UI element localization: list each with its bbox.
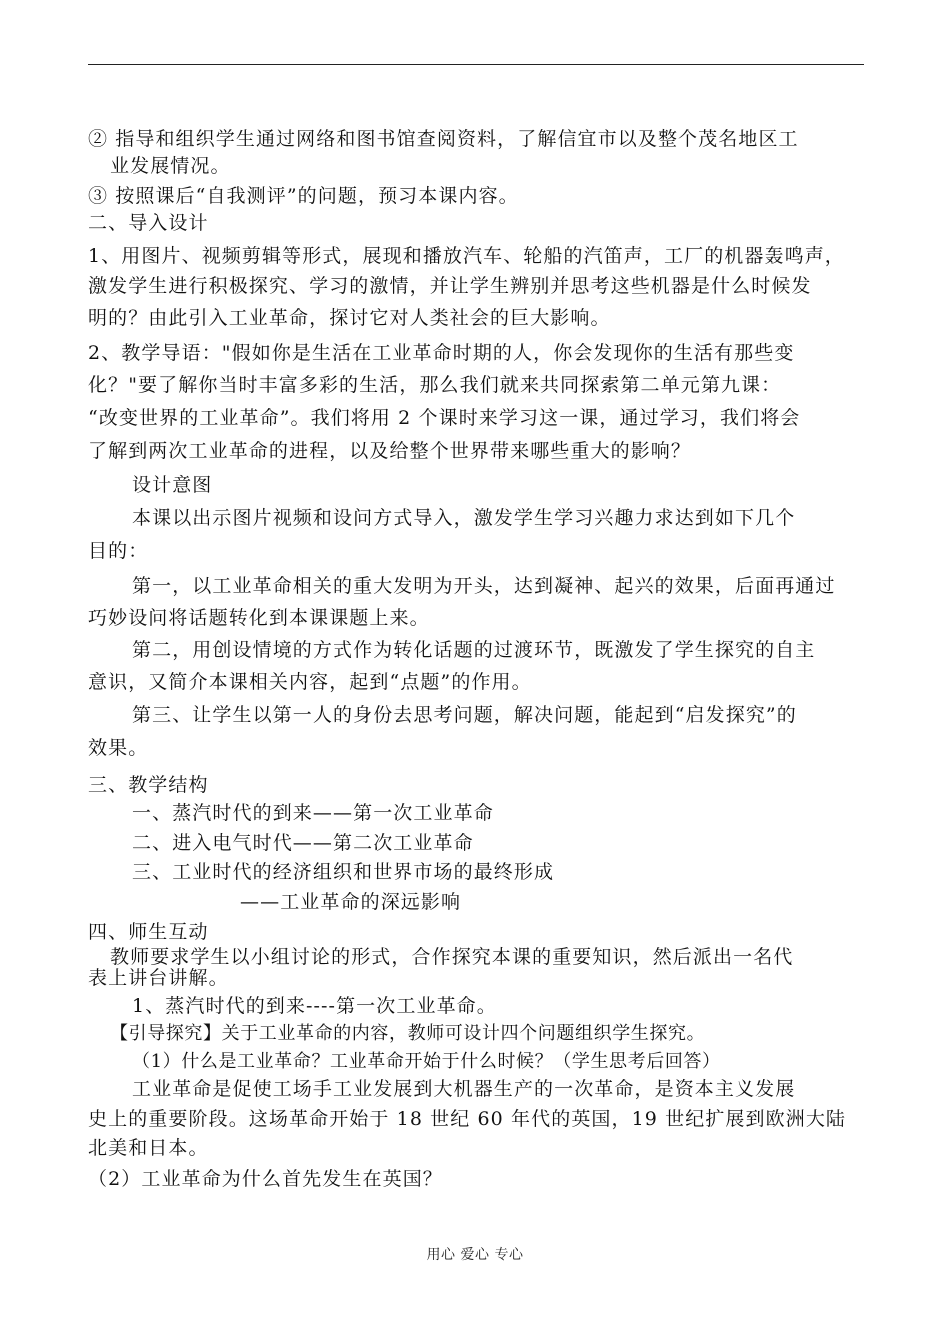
prep-item-2-cont: 业发展情况。	[110, 155, 231, 177]
paragraph-line: 本课以出示图片视频和设问方式导入，激发学生学习兴趣力求达到如下几个	[132, 507, 796, 529]
question-1: （1）什么是工业革命？工业革命开始于什么时候？（学生思考后回答）	[132, 1051, 721, 1072]
section-heading-4: 四、师生互动	[88, 921, 209, 943]
prep-item-2: ② 指导和组织学生通过网络和图书馆查阅资料，了解信宜市以及整个茂名地区工	[88, 128, 799, 150]
paragraph-line: 效果。	[88, 737, 149, 759]
paragraph-line: “改变世界的工业革命”。我们将用 2 个课时来学习这一课，通过学习，我们将会	[88, 407, 801, 429]
paragraph-line: 第三、让学生以第一人的身份去思考问题，解决问题，能起到“启发探究”的	[132, 704, 797, 726]
section-heading-3: 三、教学结构	[88, 774, 209, 796]
paragraph-line: 明的？由此引入工业革命，探讨它对人类社会的巨大影响。	[88, 307, 611, 329]
paragraph-line: 工业革命是促使工场手工业发展到大机器生产的一次革命，是资本主义发展	[132, 1078, 796, 1100]
question-2: （2）工业革命为什么首先发生在英国？	[88, 1168, 443, 1190]
paragraph-line: 教师要求学生以小组讨论的形式，合作探究本课的重要知识，然后派出一名代	[110, 946, 794, 968]
paragraph-line: 第二，用创设情境的方式作为转化话题的过渡环节，既激发了学生探究的自主	[132, 639, 816, 661]
paragraph-line: 巧妙设问将话题转化到本课课题上来。	[88, 607, 430, 629]
design-intent-heading: 设计意图	[132, 474, 213, 496]
subsection-heading: 1、蒸汽时代的到来----第一次工业革命。	[132, 995, 497, 1017]
structure-item-3-sub: ——工业革命的深远影响	[240, 891, 462, 913]
paragraph-line: 意识，又简介本课相关内容，起到“点题”的作用。	[88, 671, 532, 693]
structure-item-1: 一、蒸汽时代的到来——第一次工业革命	[132, 802, 494, 824]
paragraph-line: 1、用图片、视频剪辑等形式，展现和播放汽车、轮船的汽笛声，工厂的机器轰鸣声，	[88, 245, 845, 267]
section-heading-2: 二、导入设计	[88, 212, 209, 234]
paragraph-line: 北美和日本。	[88, 1137, 209, 1159]
paragraph-line: 目的：	[88, 540, 149, 562]
paragraph-line: 2、教学导语："假如你是生活在工业革命时期的人，你会发现你的生活有那些变	[88, 342, 795, 364]
paragraph-line: 了解到两次工业革命的进程，以及给整个世界带来哪些重大的影响？	[88, 440, 692, 462]
header-rule	[88, 64, 864, 65]
structure-item-2: 二、进入电气时代——第二次工业革命	[132, 832, 474, 854]
paragraph-line: 化？"要了解你当时丰富多彩的生活，那么我们就来共同探索第二单元第九课：	[88, 374, 782, 396]
paragraph-line: 史上的重要阶段。这场革命开始于 18 世纪 60 年代的英国，19 世纪扩展到欧洲大陆	[88, 1108, 847, 1130]
prep-item-3: ③ 按照课后“自我测评”的问题，预习本课内容。	[88, 185, 519, 207]
paragraph-line: 第一，以工业革命相关的重大发明为开头，达到凝神、起兴的效果，后面再通过	[132, 575, 836, 597]
structure-item-3: 三、工业时代的经济组织和世界市场的最终形成	[132, 861, 555, 883]
paragraph-line: 表上讲台讲解。	[88, 967, 229, 989]
page-footer: 用心 爱心 专心	[426, 1247, 524, 1263]
guided-inquiry: 【引导探究】关于工业革命的内容，教师可设计四个问题组织学生探究。	[110, 1023, 706, 1044]
paragraph-line: 激发学生进行积极探究、学习的激情，并让学生辨别并思考这些机器是什么时候发	[88, 275, 812, 297]
